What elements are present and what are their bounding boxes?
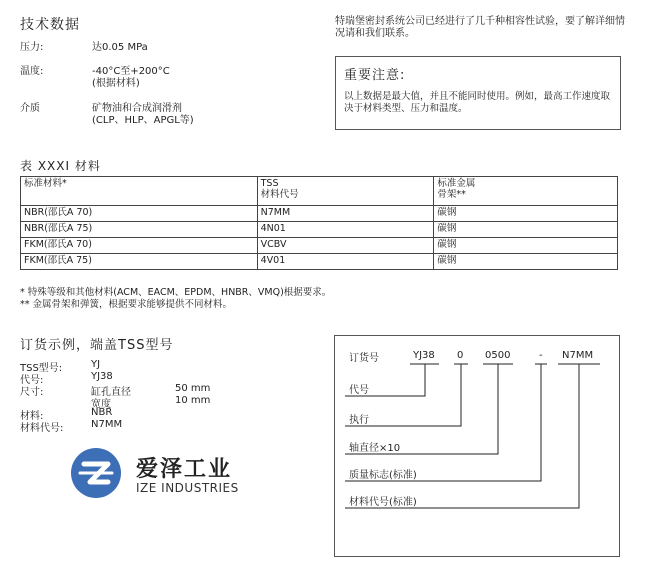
temperature-label: 温度: (20, 66, 44, 77)
order-label-material: 材料: (20, 411, 44, 422)
compatibility-note: 特瑞堡密封系统公司已经进行了几千种相容性试验，要了解详细情况请和我们联系。 (335, 16, 625, 39)
order-value-type: YJ (91, 359, 101, 370)
diagram-label-code: 代号 (349, 385, 369, 396)
media-value: 矿物油和合成润滑剂 (92, 103, 182, 114)
media-label: 介质 (20, 103, 40, 114)
order-width-size: 10 mm (175, 395, 211, 406)
table-row (21, 254, 618, 270)
order-label-size: 尺寸: (20, 387, 44, 398)
cell-material: FKM(邵氏A 70) (21, 238, 258, 254)
order-value-material: NBR (91, 407, 113, 418)
cell-frame: 碳钢 (434, 222, 618, 238)
pressure-label: 压力: (20, 42, 44, 53)
logo-cn: 爱泽工业 (136, 457, 233, 482)
cell-material: FKM(邵氏A 75) (21, 254, 258, 270)
diagram-part-dash: - (539, 350, 543, 361)
order-value-matcode: N7MM (91, 419, 123, 430)
cell-frame: 碳钢 (434, 238, 618, 254)
media-note: (CLP、HLP、APGL等) (92, 115, 194, 126)
order-bore-size: 50 mm (175, 383, 211, 394)
table-row (21, 238, 618, 254)
cell-material: NBR(邵氏A 75) (21, 222, 258, 238)
cell-frame: 碳钢 (434, 254, 618, 270)
table-row (21, 206, 618, 222)
diagram-label-shaft: 轴直径×10 (349, 443, 401, 454)
order-value-code: YJ38 (91, 371, 113, 382)
order-code-diagram (334, 335, 620, 557)
temperature-note: (根据材料) (92, 78, 140, 89)
footnote-1: * 特殊等级和其他材料(ACM、EACM、EPDM、HNBR、VMQ)根据要求。 (20, 287, 332, 298)
diagram-part-material: N7MM (562, 350, 594, 361)
diagram-part-shaft: 0500 (485, 350, 511, 361)
cell-code: 4N01 (257, 222, 434, 238)
order-value-bore: 缸孔直径 (91, 387, 131, 398)
cell-frame: 碳钢 (434, 206, 618, 222)
notice-title: 重要注意: (344, 68, 406, 83)
order-example-title: 订货示例，端盖TSS型号 (20, 338, 174, 353)
cell-material: NBR(邵氏A 70) (21, 206, 258, 222)
footnote-2: ** 金属骨架和弹簧，根据要求能够提供不同材料。 (20, 299, 233, 310)
important-notice-box (335, 56, 621, 130)
table-title: 表 XXXI 材料 (20, 159, 101, 173)
company-logo (70, 447, 122, 503)
notice-text: 以上数据是最大值，并且不能同时使用。例如，最高工作速度取决于材料类型、压力和温度。 (344, 91, 611, 114)
logo-en: IZE INDUSTRIES (136, 481, 239, 495)
cell-code: 4V01 (257, 254, 434, 270)
temperature-value: -40°C至+200°C (92, 66, 170, 77)
tech-data-title: 技术数据 (20, 17, 80, 33)
header-tss-code: TSS 材料代号 (257, 177, 434, 206)
diagram-part-code: YJ38 (413, 350, 435, 361)
pressure-value: 达0.05 MPa (92, 42, 148, 53)
materials-table (20, 176, 618, 270)
order-label-matcode: 材料代号: (20, 423, 64, 434)
logo-mark-icon (70, 447, 122, 499)
order-label-type: TSS型号: (20, 363, 63, 374)
diagram-order-no-label: 订货号 (349, 353, 379, 364)
table-row (21, 222, 618, 238)
diagram-label-quality: 质量标志(标准) (349, 470, 417, 481)
cell-code: N7MM (257, 206, 434, 222)
header-metal-frame: 标准金属 骨架** (434, 177, 618, 206)
diagram-label-material-code: 材料代号(标准) (349, 497, 417, 508)
order-value-width: 宽度 (91, 399, 111, 410)
cell-code: VCBV (257, 238, 434, 254)
order-label-code: 代号: (20, 375, 44, 386)
table-header-row (21, 177, 618, 206)
header-standard-material: 标准材料* (21, 177, 258, 206)
diagram-label-execution: 执行 (349, 415, 369, 426)
diagram-part-execution: 0 (457, 350, 464, 361)
